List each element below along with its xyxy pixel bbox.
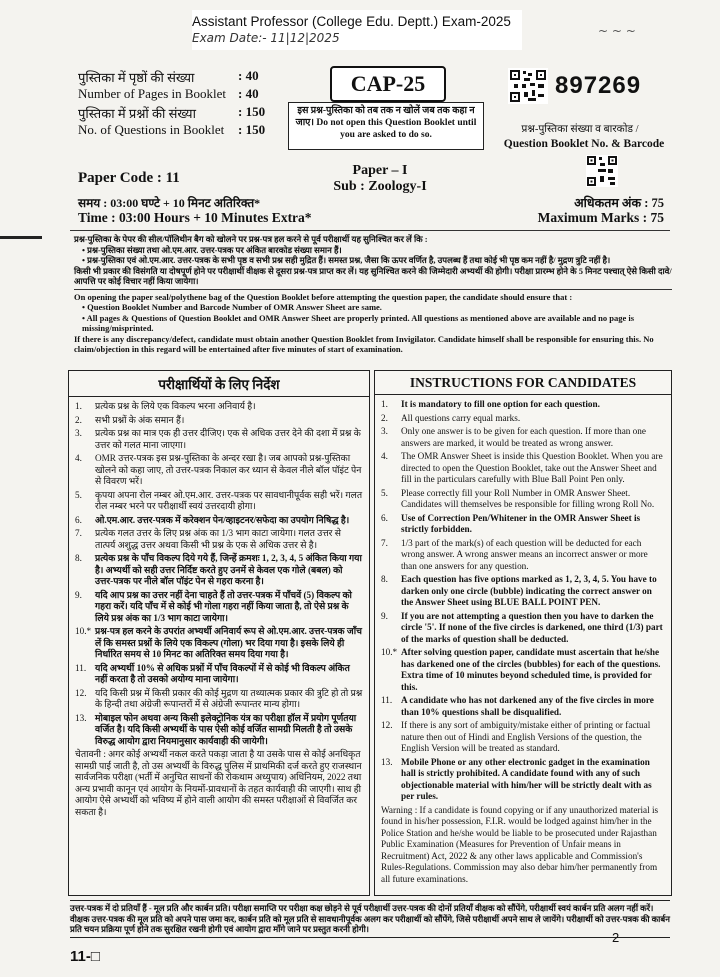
list-item: [75, 453, 363, 488]
item-number: 3.: [381, 426, 388, 436]
booklet-info: [78, 68, 278, 140]
list-item: [75, 626, 363, 661]
seal-en-b1: Question Booklet Number and Barcode Number of OMR Answer Sheet are same.: [87, 302, 382, 312]
divider: [74, 289, 672, 290]
paper-code: Paper Code : 11: [78, 170, 180, 186]
list-item: [381, 488, 665, 511]
margin-scribble: ~ ~ ~: [598, 24, 636, 38]
item-number: 9.: [381, 610, 388, 621]
time-en: Time : 03:00 Hours + 10 Minutes Extra*: [78, 210, 312, 225]
exam-title-strip: [192, 10, 522, 50]
item-number: 10.*: [381, 647, 398, 657]
qr-barcode: [508, 68, 548, 104]
max-marks-hi: अधिकतम अंक : 75: [574, 196, 664, 210]
item-text: Use of Correction Pen/Whitener in the OMR Answer Sheet is strictly forbidden.: [401, 512, 641, 534]
item-text: प्रत्येक गलत उत्तर के लिए प्रश्न अंक का 1/3 भाग काटा जायेगा। गलत उत्तर से तात्पर्य अशुद्ध उत्तर अथवा किसी भी प्रश्न के एक से अधिक उत्तर से है।: [95, 528, 341, 550]
list-item: [75, 713, 363, 748]
list-item: [75, 401, 363, 413]
info-value: : 40: [238, 86, 259, 101]
seal-hi-close: किसी भी प्रकार की विसंगति या दोषपूर्ण होने पर परीक्षार्थी वीक्षक से दूसरा प्रश्न-पत्र प्राप्त कर लें। यह सुनिश्चित करने की जिम्मेदारी अभ्यर्थी की होगी। परीक्षा प्रारम्भ होने के 5 मिनट पश्चात् ऐसे किसी दावे/आपत्ति पर कोई विचार नहीं किया जायेगा।: [74, 265, 672, 286]
divider: [70, 230, 670, 231]
list-item: [381, 513, 665, 536]
item-number: 1.: [381, 399, 388, 409]
item-text: The OMR Answer Sheet is inside this Question Booklet. When you are directed to open the Question Booklet, take out the Answer Sheet and fill in the particulars carefully with Blue Ball Point Pen only.: [401, 451, 663, 484]
seal-en-intro: On opening the paper seal/polythene bag of the Question Booklet before attempting the question paper, the candidate should ensure that :: [74, 291, 573, 302]
english-instructions-title: INSTRUCTIONS FOR CANDIDATES: [375, 375, 671, 395]
item-number: 11.: [381, 695, 393, 705]
list-item: [381, 399, 665, 411]
item-number: 4.: [381, 451, 388, 461]
item-text: प्रत्येक प्रश्न के पाँच विकल्प दिये गये हैं, जिन्हें क्रमशः 1, 2, 3, 4, 5 अंकित किया गया है। अभ्यर्थी को सही उत्तर निर्दिष्ट करते हुए उनमें से केवल एक गोले (बबल) को उत्तर-पत्रक पर नीले बॉल पॉइंट पेन से गहरा करना है।: [95, 553, 362, 586]
seal-hi-intro: प्रश्न-पुस्तिका के पेपर की सील/पॉलिथीन बैग को खोलने पर प्रश्न-पत्र हल करने से पूर्व परीक्षार्थी यह सुनिश्चित कर लें कि :: [74, 234, 428, 244]
open-notice: इस प्रश्न-पुस्तिका को तब तक न खोलें जब तक कहा न जाए। Do not open this Question Booklet until you are asked to do so.: [288, 102, 484, 150]
item-text: मोबाइल फोन अथवा अन्य किसी इलेक्ट्रोनिक यंत्र का परीक्षा हॉल में प्रयोग पूर्णतया वर्जित है। यदि किसी अभ्यर्थी के पास ऐसी कोई वर्जित सामग्री मिलती है तो उसके विरुद्ध आयोग द्वारा नियमानुसार कार्यवाही की जायेगी।: [95, 712, 357, 746]
barcode-label-hi: प्रश्न-पुस्तिका संख्या व बारकोड /: [521, 124, 639, 135]
booklet-code-mark: 11-□: [70, 948, 100, 965]
item-number: 12.: [75, 687, 87, 698]
item-text: Each question has five options marked as 1, 2, 3, 4, 5. You have to darken only one circle (bubble) indicating the correct answer on the Answer Sheet using BLUE BALL POINT PEN.: [401, 574, 657, 607]
item-number: 6.: [381, 512, 388, 523]
item-number: 10.*: [75, 626, 92, 636]
list-item: [75, 528, 363, 551]
item-number: 8.: [75, 553, 82, 563]
series-code: CAP-25: [330, 66, 446, 102]
paper-number: Paper – I: [352, 163, 408, 178]
item-text: Mobile Phone or any other electronic gadget in the examination hall is strictly prohibited. A candidate found with any of such objectionable material with him/her will be strictly dealt with as per rules.: [401, 756, 652, 801]
footer-notice: उत्तर-पत्रक में दो प्रतियाँ हैं - मूल प्रति और कार्बन प्रति। परीक्षा समाप्ति पर परीक्षा कक्ष छोड़ने से पूर्व परीक्षार्थी उत्तर-पत्रक की दोनों प्रतियाँ वीक्षक को सौंपेंगे, परीक्षार्थी स्वयं कार्बन प्रति अलग नहीं करें। वीक्षक उत्तर-पत्रक की मूल प्रति को अपने पास जमा कर, कार्बन प्रति को मूल प्रति से सावधानीपूर्वक अलग कर परीक्षार्थी को सौंपेंगे, जिसे परीक्षार्थी अपने साथ ले जायेंगे। परीक्षार्थी को उत्तर-पत्रक की कार्बन प्रति चयन प्रक्रिया पूर्ण होने तक सुरक्षित रखनी होगी एवं आयोग द्वारा माँगे जाने पर प्रस्तुत करनी होगी।: [70, 900, 670, 938]
item-number: 12.: [381, 720, 393, 730]
list-item: [381, 611, 665, 646]
list-item: [381, 574, 665, 609]
list-item: [75, 515, 363, 527]
info-label: No. of Questions in Booklet: [78, 122, 225, 137]
subject: Sub : Zoology-I: [333, 179, 427, 194]
list-item: [75, 415, 363, 427]
seal-hi-bullet: • प्रश्न-पुस्तिका संख्या तथा ओ.एम.आर. उत्तर-पत्रक पर अंकित बारकोड संख्या समान हैं।: [82, 244, 342, 255]
list-item: [75, 428, 363, 451]
item-text: If there is any sort of ambiguity/mistake either of printing or factual nature then out of Hindi and English Versions of the question, the English Version will be treated as standard.: [401, 720, 651, 753]
booklet-number: 897269: [555, 72, 642, 99]
list-item: [381, 538, 665, 573]
item-text: कृपया अपना रोल नम्बर ओ.एम.आर. उत्तर-पत्रक पर सावधानीपूर्वक सही भरें। गलत रोल नम्बर भरने पर परीक्षार्थी स्वयं उत्तरदायी होगा।: [95, 489, 363, 511]
seal-hi-bullet: • प्रश्न-पुस्तिका एवं ओ.एम.आर. उत्तर-पत्रक के सभी पृष्ठ व सभी प्रश्न सही मुद्रित हैं। समस्त प्रश्न, जैसा कि ऊपर वर्णित है, उपलब्ध हैं तथा कोई भी पृष्ठ कम नहीं है/ मुद्रण त्रुटि नहीं है।: [82, 255, 611, 265]
item-text: प्रत्येक प्रश्न का मात्र एक ही उत्तर दीजिए। एक से अधिक उत्तर देने की दशा में प्रश्न के उत्तर को गलत माना जाएगा।: [95, 428, 361, 450]
seal-en-bullet: • All pages & Questions of Question Booklet and OMR Answer Sheet are properly printed. All questions as mentioned above are available and no page is missing/misprinted.: [82, 312, 635, 333]
item-text: All questions carry equal marks.: [401, 412, 521, 423]
list-item: [381, 720, 665, 755]
item-number: 13.: [381, 756, 393, 767]
item-text: यदि किसी प्रश्न में किसी प्रकार की कोई मुद्रण या तथ्यात्मक प्रकार की त्रुटि हो तो प्रश्न के हिन्दी तथा अंग्रेजी रूपान्तरों में से अंग्रेजी रूपान्तर मान्य होगा।: [95, 687, 363, 709]
item-text: Only one answer is to be given for each question. If more than one answers are marked, it would be treated as wrong answer.: [401, 426, 646, 448]
info-label: Number of Pages in Booklet: [78, 86, 227, 101]
item-text: A candidate who has not darkened any of the five circles in more than 10% questions shall be disqualified.: [401, 695, 654, 717]
list-item: [381, 695, 665, 718]
list-item: [75, 553, 363, 588]
item-number: 3.: [75, 428, 82, 438]
item-number: 6.: [75, 514, 82, 525]
item-number: 13.: [75, 712, 87, 723]
list-item: [75, 688, 363, 711]
item-number: 9.: [75, 589, 82, 600]
item-number: 5.: [381, 487, 388, 498]
seal-en-b2: All pages & Questions of Question Booklet and OMR Answer Sheet are properly printed. All questions as mentioned above are available and no page is missing/misprinted.: [82, 312, 635, 333]
seal-hi-b1: प्रश्न-पुस्तिका संख्या तथा ओ.एम.आर. उत्तर-पत्रक पर अंकित बारकोड संख्या समान हैं।: [87, 244, 342, 255]
item-text: सभी प्रश्नों के अंक समान हैं।: [95, 414, 185, 425]
item-text: यदि अभ्यर्थी 10% से अधिक प्रश्नों में पाँच विकल्पों में से कोई भी विकल्प अंकित नहीं करता है तो उसको अयोग्य माना जायेगा।: [95, 662, 350, 684]
item-number: 2.: [381, 412, 388, 423]
item-text: प्रत्येक प्रश्न के लिये एक विकल्प भरना अनिवार्य है।: [95, 401, 256, 411]
item-text: प्रश्न-पत्र हल करने के उपरांत अभ्यर्थी अनिवार्य रूप से ओ.एम.आर. उत्तर-पत्रक जाँच लें कि समस्त प्रश्नों के लिये एक विकल्प (गोला) भर दिया गया है। इसके लिये ही निर्धारित समय से 10 मिनट का अतिरिक्त समय दिया गया है।: [95, 626, 362, 659]
item-number: 5.: [75, 489, 82, 500]
info-label: पुस्तिका में पृष्ठों की संख्या: [78, 70, 195, 85]
list-item: [75, 590, 363, 625]
item-text: After solving question paper, candidate must ascertain that he/she has darkened one of the circles (bubbles) for each of the questions. Extra time of 10 minutes beyond scheduled time, is provided for this.: [401, 647, 661, 692]
barcode-label-en: Question Booklet No. & Barcode: [503, 138, 665, 150]
small-qr-icon: [586, 155, 618, 187]
info-value: : 150: [238, 122, 266, 137]
margin-line: [0, 236, 42, 239]
item-text: If you are not attempting a question then you have to darken the circle '5'. If none of the five circles is darkened, one third (1/3) part of the marks of question shall be deducted.: [401, 610, 663, 644]
item-text: यदि आप प्रश्न का उत्तर नहीं देना चाहते हैं तो उत्तर-पत्रक में पाँचवें (5) विकल्प को गहरा करें। यदि पाँच में से कोई भी गोला गहरा नहीं किया जाता है, तो ऐसे प्रश्न के लिये प्रश्न अंक का 1/3 भाग काटा जायेगा।: [95, 589, 352, 623]
hindi-instructions: [68, 370, 370, 896]
exam-title: Assistant Professor (College Edu. Deptt.) Exam-2025: [192, 14, 511, 29]
item-number: 8.: [381, 574, 388, 584]
item-text: 1/3 part of the mark(s) of each question will be deducted for each wrong answer. A wrong answer means an incorrect answer or more than one answers for any question.: [401, 537, 648, 571]
list-item: [381, 413, 665, 425]
item-number: 11.: [75, 662, 87, 673]
list-item: [381, 647, 665, 693]
time-hi: समय : 03:00 घण्टे + 10 मिनट अतिरिक्त*: [78, 196, 261, 210]
item-number: 7.: [381, 537, 388, 548]
info-value: : 150: [238, 104, 266, 119]
item-number: 1.: [75, 401, 82, 411]
hindi-warning: चेतावनी : अगर कोई अभ्यर्थी नकल करते पकड़ा जाता है या उसके पास से कोई अनधिकृत सामग्री पाई जाती है, तो उस अभ्यर्थी के विरुद्ध पुलिस में प्राथमिकी दर्ज करते हुए राजस्थान सार्वजनिक परीक्षा (भर्ती में अनुचित साधनों की रोकथाम अध्युपाय) अधिनियम, 2022 तथा अन्य प्रभावी कानून एवं आयोग के नियमों-प्रावधानों के तहत कार्यवाही की जाएगी। साथ ही आयोग ऐसे अभ्यर्थी को भविष्य में होने वाली आयोग की समस्त परीक्षाओं से विवर्जित कर सकता है।: [75, 749, 362, 817]
info-label: पुस्तिका में प्रश्नों की संख्या: [78, 106, 196, 121]
exam-date-handwritten: Exam Date:- 11|12|2025: [192, 31, 340, 45]
list-item: [381, 451, 665, 486]
seal-en-close: If there is any discrepancy/defect, candidate must obtain another Question Booklet from Invigilator. Candidate himself shall be responsible for ensuring this. No claim/objection in this regard will be entertained after five minutes of start of examination.: [74, 333, 654, 354]
list-item: [75, 490, 363, 513]
item-number: 7.: [75, 528, 82, 538]
list-item: [75, 663, 363, 686]
item-text: Please correctly fill your Roll Number in OMR Answer Sheet. Candidates will themselves be responsible for filling wrong Roll No.: [401, 487, 655, 509]
max-marks-en: Maximum Marks : 75: [537, 210, 664, 225]
item-text: OMR उत्तर-पत्रक इस प्रश्न-पुस्तिका के अन्दर रखा है। जब आपको प्रश्न-पुस्तिका खोलने को कहा जाए, तो उत्तर-पत्रक निकाल कर ध्यान से केवल नीले बॉल पॉइंट पेन से विवरण भरें।: [95, 453, 362, 486]
item-number: 4.: [75, 453, 82, 463]
info-value: : 40: [238, 68, 259, 83]
item-number: 2.: [75, 414, 82, 425]
english-warning: Warning : If a candidate is found copying or if any unauthorized material is found in his/her possession, F.I.R. would be lodged against him/her in the Police Station and he/she would be liable to be prosecuted under Rajasthan Public Examination (Measures for Prevention of Unfair means in Recruitment) Act, 2022 & any other laws applicable and Commission's Rules-Regulations. Commission may also debar him/her permanently from all future examinations.: [381, 804, 659, 884]
seal-notice: [74, 234, 672, 355]
seal-en-bullet: • Question Booklet Number and Barcode Number of OMR Answer Sheet are same.: [82, 302, 382, 312]
item-text: ओ.एम.आर. उत्तर-पत्रक में करेक्शन पेन/व्हाइटनर/सफेदा का उपयोग निषिद्ध है।: [95, 514, 350, 525]
list-item: [381, 757, 665, 803]
page-number: 2: [612, 930, 620, 945]
list-item: [381, 426, 665, 449]
item-text: It is mandatory to fill one option for each question.: [401, 399, 600, 409]
seal-hi-b2: प्रश्न-पुस्तिका एवं ओ.एम.आर. उत्तर-पत्रक के सभी पृष्ठ व सभी प्रश्न सही मुद्रित हैं। समस्त प्रश्न, जैसा कि ऊपर वर्णित है, उपलब्ध हैं तथा कोई भी पृष्ठ कम नहीं है/ मुद्रण त्रुटि नहीं है।: [87, 255, 611, 265]
hindi-instructions-title: परीक्षार्थियों के लिए निर्देश: [69, 375, 369, 397]
english-instructions: [374, 370, 672, 896]
